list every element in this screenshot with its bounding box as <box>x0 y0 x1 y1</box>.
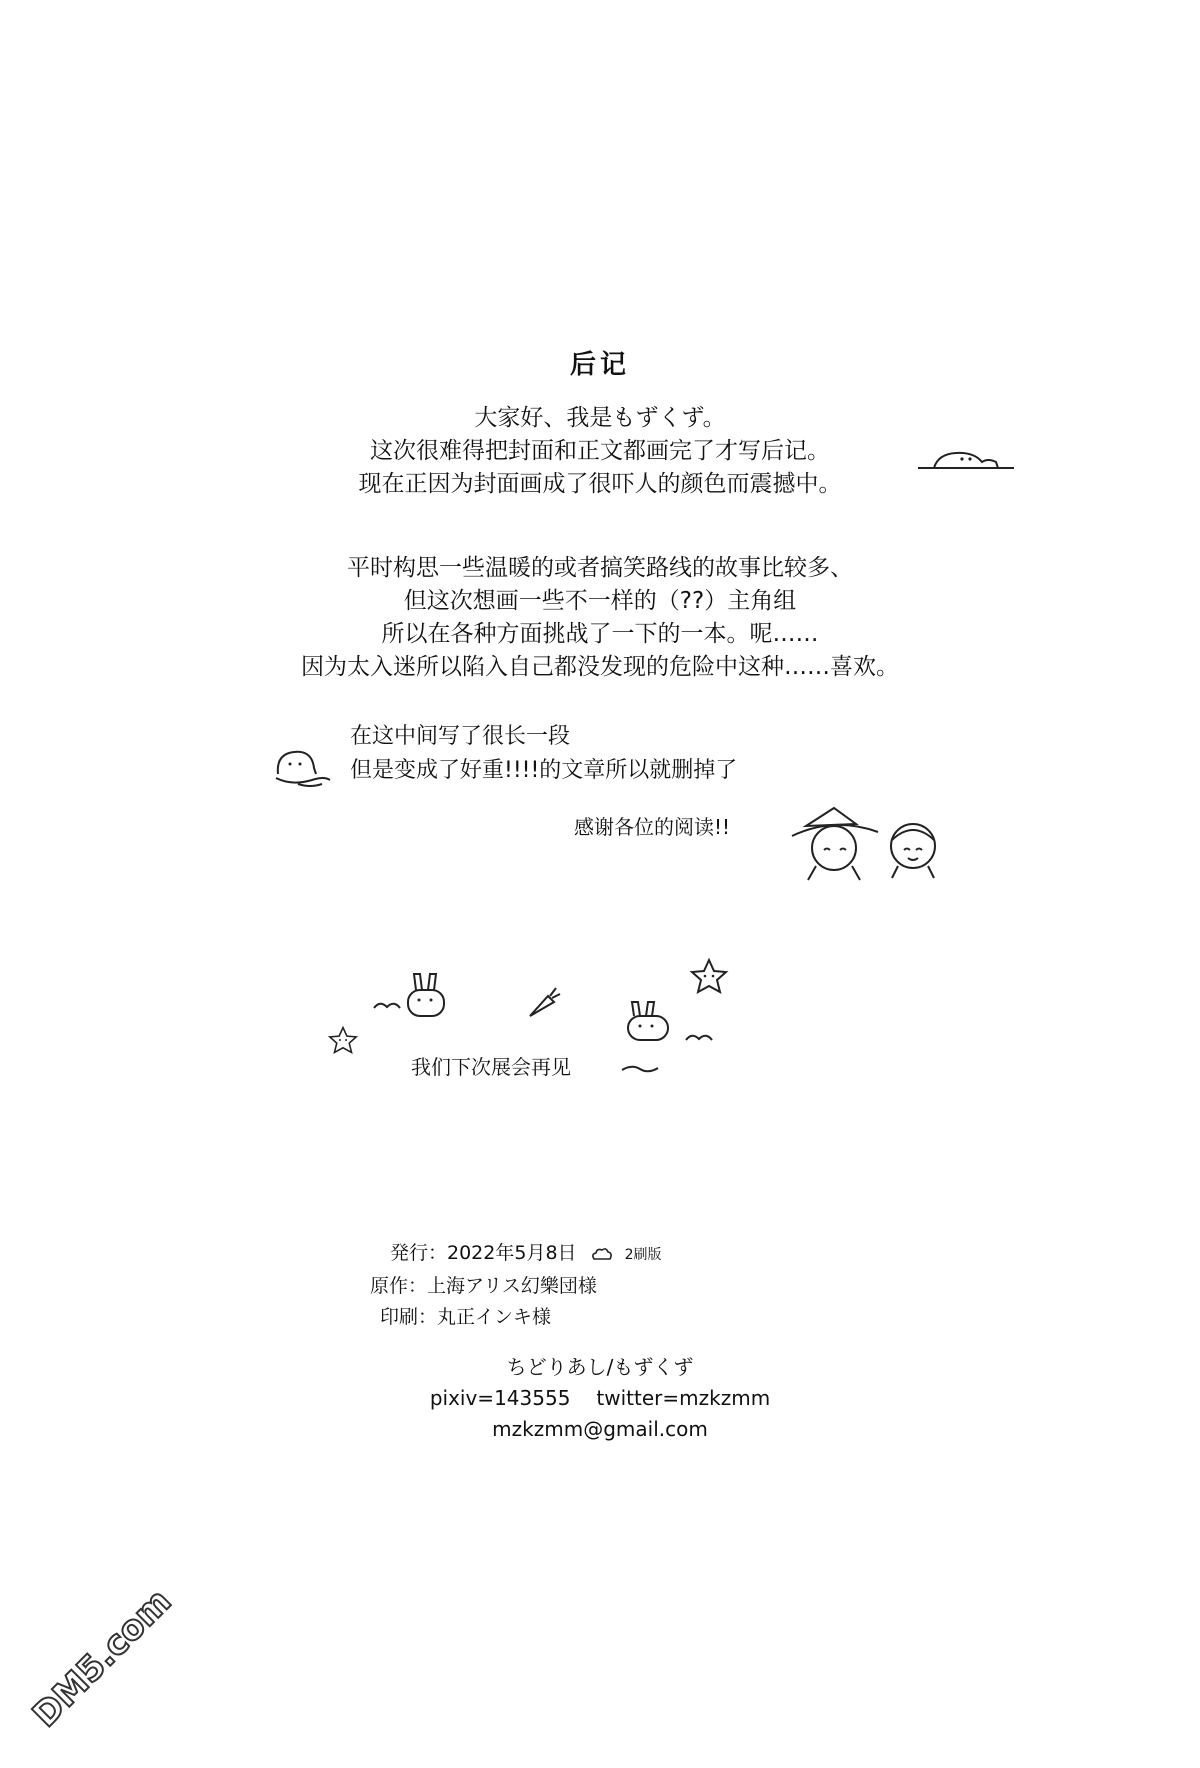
text-line: 现在正因为封面画成了很吓人的颜色而震撼中。 <box>358 471 842 497</box>
edition-label: 2刷版 <box>624 1247 662 1263</box>
circle-name: ちどりあし/もずくず <box>506 1355 694 1379</box>
twitter-id: twitter=mzkzmm <box>596 1386 771 1410</box>
pixiv-id: pixiv=143555 <box>429 1386 571 1410</box>
publish-date: 発行：2022年5月8日 <box>390 1242 577 1264</box>
character-doodle-icon <box>786 802 882 882</box>
sleeping-animal-icon <box>272 740 332 790</box>
rabbit-icon <box>624 1000 672 1044</box>
afterword-paragraph-1 <box>0 402 1200 501</box>
farewell-text: 我们下次展会再见 <box>411 1055 571 1079</box>
text-line: 大家好、我是もずくず。 <box>474 405 726 431</box>
text-line: 所以在各种方面挑战了一下的一本。呢…… <box>381 621 819 647</box>
text-line: 但这次想画一些不一样的（??）主角组 <box>403 588 797 614</box>
handwritten-note <box>350 720 737 788</box>
afterword-paragraph-2 <box>0 552 1200 684</box>
text-line: 因为太入迷所以陷入自己都没发现的危险中这种……喜欢。 <box>301 654 899 680</box>
text-line: 平时构思一些温暖的或者搞笑路线的故事比较多、 <box>347 555 853 581</box>
social-row <box>0 1383 1200 1414</box>
email-address: mzkzmm@gmail.com <box>492 1417 708 1441</box>
printing-company: 印刷：丸正インキ様 <box>380 1306 552 1328</box>
wave-line-icon <box>620 1062 660 1074</box>
watermark-text: DM5.com <box>25 1581 180 1736</box>
bird-icon <box>372 998 402 1012</box>
thanks-text: 感谢各位的阅读!! <box>574 815 731 839</box>
sleeping-animal-icon <box>916 444 1016 474</box>
star-icon <box>328 1026 358 1054</box>
rabbit-icon <box>404 972 450 1020</box>
star-icon <box>690 958 728 994</box>
cloud-icon <box>591 1247 613 1261</box>
bird-icon <box>684 1030 714 1044</box>
text-line: 但是变成了好重!!!!的文章所以就删掉了 <box>350 758 738 783</box>
original-work: 原作：上海アリス幻樂団様 <box>370 1275 597 1297</box>
watermark-logo <box>14 1581 180 1740</box>
colophon <box>370 1238 662 1333</box>
carrot-icon <box>526 986 562 1020</box>
author-credits <box>0 1352 1200 1445</box>
page-title: 后记 <box>569 350 630 380</box>
publish-date-row <box>390 1238 662 1271</box>
character-doodle-icon <box>880 816 946 880</box>
text-line: 这次很难得把封面和正文都画完了才写后记。 <box>370 438 830 464</box>
text-line: 在这中间写了很长一段 <box>350 724 571 749</box>
